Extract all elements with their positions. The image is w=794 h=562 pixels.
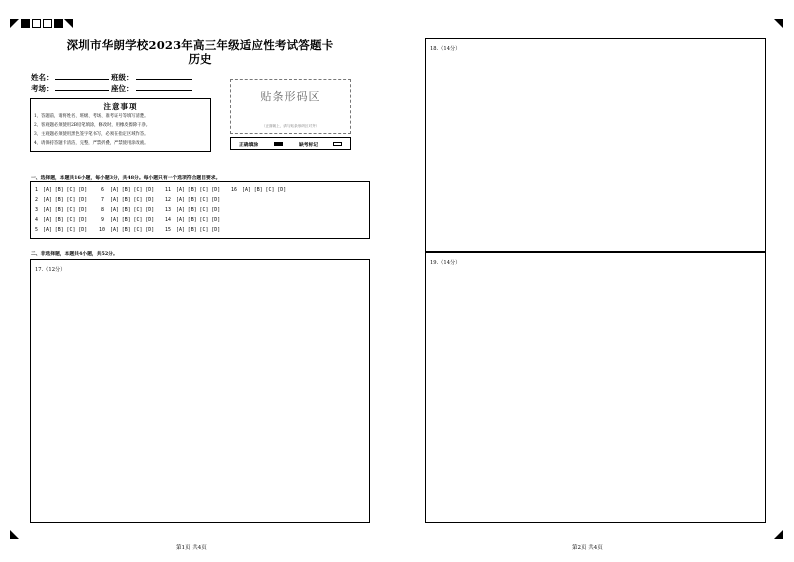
mc-question-number: 16 [231,187,237,193]
correct-fill-label: 正确填涂 [239,142,259,148]
section2-heading: 二、非选择题，本题共4小题，共52分。 [31,251,118,257]
notice-item: 2、客观题必须使用2B铅笔填涂，修改时，用橡皮擦除干净。 [34,123,151,128]
answer-area-q19[interactable] [425,252,766,523]
mc-question-number: 13 [165,207,171,213]
correct-fill-mark [274,142,283,146]
barcode-note: （正面朝上，请与贴条形码区对齐） [261,124,320,128]
mc-options[interactable]: [A] [B] [C] [D] [43,207,88,213]
mc-options[interactable]: [A] [B] [C] [D] [110,187,155,193]
barcode-area [230,79,351,134]
missing-mark-label: 缺考标记 [299,142,319,148]
class-field[interactable] [136,79,192,80]
mc-question-number: 11 [165,187,171,193]
page-number: 第2页 共4页 [572,545,603,551]
mc-question-number: 8 [101,207,104,213]
mc-options[interactable]: [A] [B] [C] [D] [110,207,155,213]
missing-mark-checkbox[interactable] [333,142,342,146]
question-label: 18.（14分） [430,46,461,52]
notice-item: 3、主观题必须使用黑色签字笔书写，必须在指定区域作答。 [34,132,149,137]
mc-options[interactable]: [A] [B] [C] [D] [176,217,221,223]
multiple-choice-grid [30,181,370,239]
fill-example-box [230,137,351,150]
mc-question-number: 7 [101,197,104,203]
exam-title: 深圳市华朗学校2023年高三年级适应性考试答题卡 [66,38,334,52]
mc-options[interactable]: [A] [B] [C] [D] [43,187,88,193]
mc-options[interactable]: [A] [B] [C] [D] [110,227,155,233]
section1-heading: 一、选择题，本题共16小题，每小题3分，共48分。每小题只有一个选项符合题目要求。 [31,175,221,181]
answer-area-q18[interactable] [425,38,766,252]
room-label: 考场： [31,84,54,93]
mc-question-number: 5 [35,227,38,233]
mc-options[interactable]: [A] [B] [C] [D] [242,187,287,193]
timing-mark-filled [21,19,30,28]
name-label: 姓名： [31,73,54,82]
notice-item: 4、请保持答题卡清洁，完整，严禁折叠，严禁使用涂改液。 [34,141,149,146]
mc-options[interactable]: [A] [B] [C] [D] [176,207,221,213]
notice-box [30,98,211,152]
mc-question-number: 4 [35,217,38,223]
mc-question-number: 3 [35,207,38,213]
mc-question-number: 6 [101,187,104,193]
corner-marker-top-left [10,19,19,28]
timing-mark-filled [54,19,63,28]
mc-question-number: 15 [165,227,171,233]
exam-subject: 历史 [188,52,212,66]
question-label: 17.（12分） [35,267,66,273]
mc-question-number: 1 [35,187,38,193]
name-field[interactable] [55,79,109,80]
mc-options[interactable]: [A] [B] [C] [D] [43,197,88,203]
mc-options[interactable]: [A] [B] [C] [D] [176,187,221,193]
corner-marker-bottom-left [10,530,19,539]
mc-options[interactable]: [A] [B] [C] [D] [176,197,221,203]
seat-field[interactable] [136,90,192,91]
corner-marker-triangle [64,19,73,28]
barcode-title: 贴条形码区 [260,90,321,103]
mc-question-number: 10 [99,227,105,233]
mc-question-number: 2 [35,197,38,203]
notice-item: 1、答题前，请将姓名、班级、考场、准考证号等填写清楚。 [34,114,149,119]
mc-question-number: 12 [165,197,171,203]
mc-options[interactable]: [A] [B] [C] [D] [43,227,88,233]
class-label: 班级： [111,73,134,82]
mc-options[interactable]: [A] [B] [C] [D] [43,217,88,223]
corner-marker-bottom-right [774,530,783,539]
notice-title: 注意事项 [103,102,138,111]
timing-mark-empty [43,19,52,28]
timing-mark-empty [32,19,41,28]
mc-options[interactable]: [A] [B] [C] [D] [176,227,221,233]
page-number: 第1页 共4页 [176,545,207,551]
answer-area-q17[interactable] [30,259,370,523]
question-label: 19.（14分） [430,260,461,266]
mc-options[interactable]: [A] [B] [C] [D] [110,217,155,223]
seat-label: 座位： [111,84,134,93]
mc-options[interactable]: [A] [B] [C] [D] [110,197,155,203]
room-field[interactable] [55,90,109,91]
mc-question-number: 14 [165,217,171,223]
mc-question-number: 9 [101,217,104,223]
corner-marker-top-right [774,19,783,28]
